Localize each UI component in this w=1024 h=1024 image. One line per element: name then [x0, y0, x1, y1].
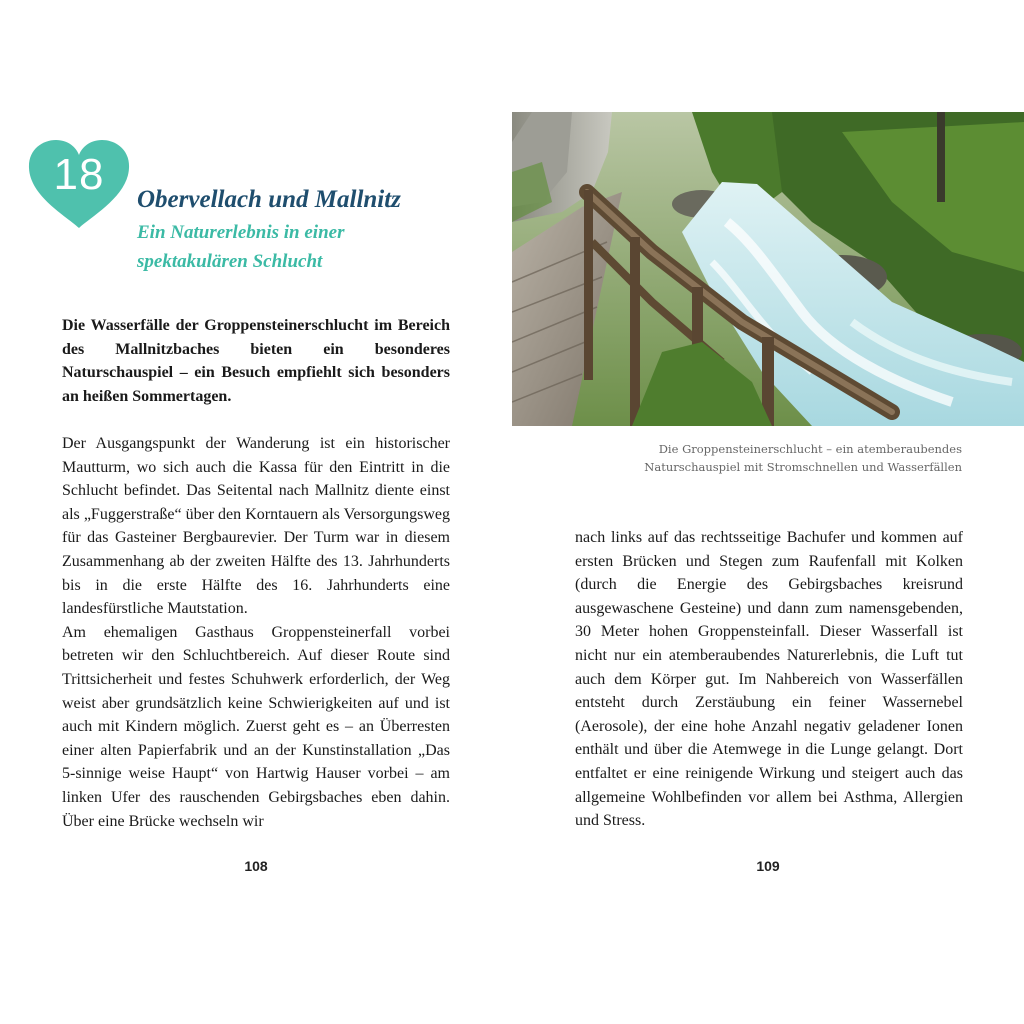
chapter-number: 18: [53, 150, 105, 199]
chapter-subtitle: [137, 218, 457, 276]
right-body-text: [575, 526, 963, 833]
caption-line-2: Naturschauspiel mit Stromschnellen und Wasserfällen: [644, 460, 962, 474]
photo-caption: [560, 440, 962, 476]
body-paragraph: nach links auf das rechtsseitige Bachufer und kommen auf ersten Brücken und Stegen zum Raufenfall mit Kolken (durch die Energie des Gebirgsbaches kreisrund ausgewaschene Gesteine) und dann zum namensgebenden, 30 Meter hohen Groppensteinfall. Dieser Wasserfall ist nicht nur ein atemberaubendes Naturerlebnis, die Luft tut auch dem Körper gut. Im Nahbereich von Wasserfällen entsteht durch Zerstäubung ein feiner Wassernebel (Aerosole), der eine hohe Anzahl negativ geladener Ionen enthält und über die Atemwege in die Lunge gelangt. Dort entfaltet er eine reinigende Wirkung und steigert auch das allgemeine Wohlbefinden vor allem bei Asthma, Allergien und Stress.: [575, 529, 963, 830]
right-page: [512, 0, 1024, 1024]
lead-paragraph: Die Wasserfälle der Groppensteinerschlucht im Bereich des Mallnitzbaches bieten ein besonderes Naturschauspiel – ein Besuch empfiehlt sich besonders an heißen Sommertagen.: [62, 317, 450, 405]
subtitle-line-1: Ein Naturerlebnis in einer: [137, 222, 345, 243]
body-paragraph: Der Ausgangspunkt der Wanderung ist ein historischer Mautturm, wo sich auch die Kassa für den Eintritt in die Schlucht befindet. Das Seitental nach Mallnitz diente einst als „Fuggerstraße“ über den Korntauern als Versorgungsweg für das Gasteiner Bergbaurevier. Der Turm war in diesem Zusammenhang ab der zweiten Hälfte des 13. Jahrhunderts bis in die erste Hälfte des 16. Jahrhunderts eine landesfürstliche Mautstation.: [62, 435, 450, 618]
page-number-left: 108: [244, 858, 268, 874]
chapter-title: Obervellach und Mallnitz: [137, 186, 401, 213]
body-paragraph: Am ehemaligen Gasthaus Groppensteinerfall vorbei betreten wir den Schluchtbereich. Auf dieser Route sind Trittsicherheit und festes Schuhwerk erforderlich, der Weg weist aber grundsätzlich keine Schwierigkeiten auf und ist auch mit Kindern möglich. Zuerst geht es – an Überresten einer alten Papierfabrik und an der Kunstinstallation „Das 5-sinnige weise Haupt“ von Hartwig Hauser vorbei – am linken Ufer des rauschenden Gebirgsbaches eben dahin. Über eine Brücke wechseln wir: [62, 623, 450, 830]
left-body-text: [62, 432, 450, 833]
caption-line-1: Die Groppensteinerschlucht – ein atemberaubendes: [658, 442, 962, 456]
page-number-right: 109: [756, 858, 780, 874]
subtitle-line-2: spektakulären Schlucht: [137, 251, 323, 272]
